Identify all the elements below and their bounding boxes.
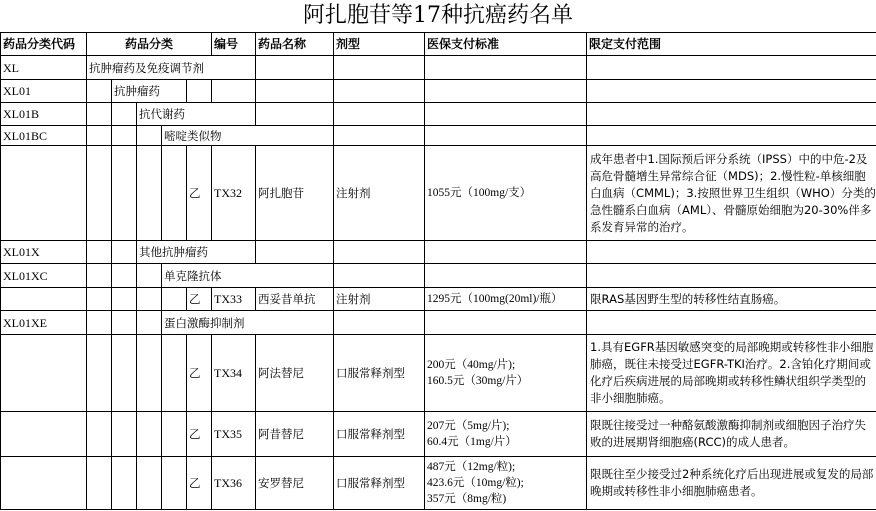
drug-number: TX34 — [212, 335, 256, 412]
header-name: 药品名称 — [256, 33, 334, 56]
table-row — [1, 335, 876, 412]
table-row — [1, 264, 876, 288]
drug-class: 乙 — [187, 412, 212, 457]
category-label: 单克隆抗体 — [162, 264, 334, 288]
drug-price: 487元（12mg/粒); 423.6元（10mg/粒); 357元（8mg/粒) — [425, 457, 587, 510]
drug-form: 注射剂 — [334, 288, 425, 311]
drug-price: 200元（40mg/片); 160.5元（30mg/片） — [425, 335, 587, 412]
drug-name: 安罗替尼 — [256, 457, 334, 510]
category-code: XL01XE — [1, 311, 87, 335]
category-code: XL01XC — [1, 264, 87, 288]
drug-price: 1295元（100mg(20ml)/瓶） — [425, 288, 587, 311]
category-label: 蛋白激酶抑制剂 — [162, 311, 334, 335]
category-code: XL01 — [1, 80, 87, 103]
table-row — [1, 412, 876, 457]
drug-class: 乙 — [187, 457, 212, 510]
category-code: XL01BC — [1, 126, 87, 146]
drug-scope: 成年患者中1.国际预后评分系统（IPSS）中的中危-2及高危骨髓增生异常综合征（MDS)；2.慢性粒-单核细胞白血病（CMML)；3.按照世界卫生组织（WHO）分类的急性髓系白血病（AML）、骨髓原始细胞为20-30%伴多系发育异常的治疗。 — [587, 146, 876, 241]
drug-list-table — [0, 32, 876, 510]
category-label: 其他抗肿瘤药 — [137, 241, 256, 264]
drug-class: 乙 — [187, 335, 212, 412]
table-row — [1, 56, 876, 80]
drug-number: TX36 — [212, 457, 256, 510]
drug-class: 乙 — [187, 146, 212, 241]
category-code: XL01X — [1, 241, 87, 264]
drug-scope: 限RAS基因野生型的转移性结直肠癌。 — [587, 288, 876, 311]
drug-form: 注射剂 — [334, 146, 425, 241]
header-number: 编号 — [212, 33, 256, 56]
drug-number: TX33 — [212, 288, 256, 311]
category-code: XL01B — [1, 103, 87, 126]
drug-scope: 限既往接受过一种酪氨酸激酶抑制剂或细胞因子治疗失败的进展期肾细胞癌(RCC)的成人患者。 — [587, 412, 876, 457]
header-form: 剂型 — [334, 33, 425, 56]
category-label: 抗肿瘤药 — [112, 80, 187, 103]
category-code: XL — [1, 56, 87, 80]
header-code: 药品分类代码 — [1, 33, 87, 56]
drug-form: 口服常释剂型 — [334, 412, 425, 457]
drug-scope: 限既往至少接受过2种系统化疗后出现进展或复发的局部晚期或转移性非小细胞肺癌患者。 — [587, 457, 876, 510]
table-row — [1, 146, 876, 241]
drug-class: 乙 — [187, 288, 212, 311]
header-row — [1, 33, 876, 56]
header-category: 药品分类 — [87, 33, 212, 56]
drug-name: 阿法替尼 — [256, 335, 334, 412]
drug-scope: 1.具有EGFR基因敏感突变的局部晚期或转移性非小细胞肺癌，既往未接受过EGFR-TKI治疗。2.含铂化疗期间或化疗后疾病进展的局部晚期或转移性鳞状组织学类型的非小细胞肺癌。 — [587, 335, 876, 412]
drug-price: 207元（5mg/片); 60.4元（1mg/片） — [425, 412, 587, 457]
category-label: 抗肿瘤药及免疫调节剂 — [87, 56, 256, 80]
header-price: 医保支付标准 — [425, 33, 587, 56]
table-row — [1, 288, 876, 311]
drug-number: TX35 — [212, 412, 256, 457]
drug-name: 阿昔替尼 — [256, 412, 334, 457]
category-label: 嘧啶类似物 — [162, 126, 334, 146]
table-row — [1, 457, 876, 510]
drug-price: 1055元（100mg/支） — [425, 146, 587, 241]
drug-number: TX32 — [212, 146, 256, 241]
drug-name: 阿扎胞苷 — [256, 146, 334, 241]
table-row — [1, 241, 876, 264]
table-row — [1, 126, 876, 146]
document-title: 阿扎胞苷等17种抗癌药名单 — [303, 3, 573, 28]
drug-form: 口服常释剂型 — [334, 335, 425, 412]
category-label: 抗代谢药 — [137, 103, 256, 126]
table-row — [1, 103, 876, 126]
table-row — [1, 80, 876, 103]
drug-form: 口服常释剂型 — [334, 457, 425, 510]
header-scope: 限定支付范围 — [587, 33, 876, 56]
table-row — [1, 311, 876, 335]
drug-name: 西妥昔单抗 — [256, 288, 334, 311]
